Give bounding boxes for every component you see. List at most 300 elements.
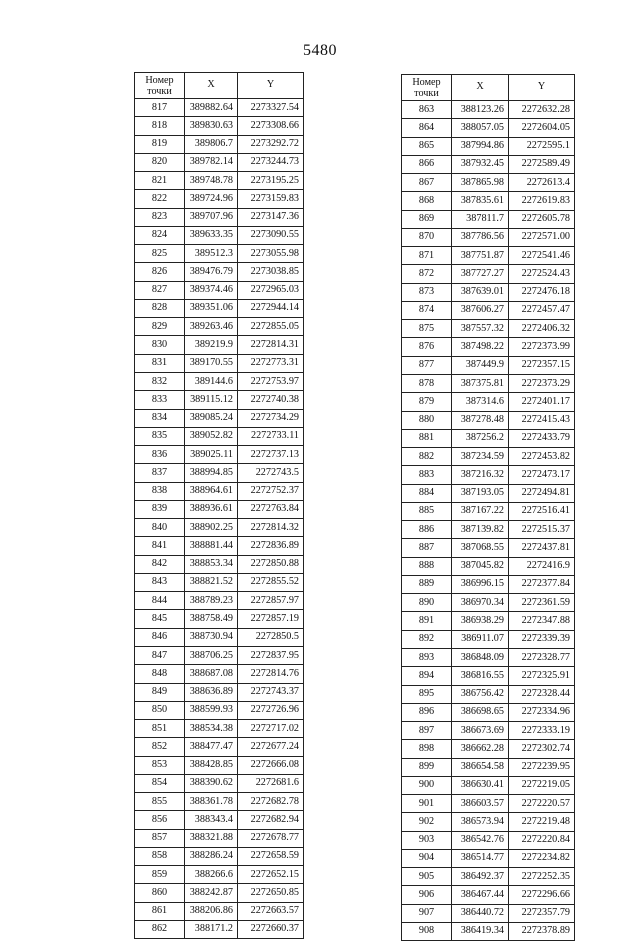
x-coordinate-cell: 389633.35 [185, 226, 238, 244]
point-number-cell: 838 [135, 482, 185, 500]
x-coordinate-cell: 389351.06 [185, 299, 238, 317]
y-coordinate-cell: 2272339.39 [509, 630, 575, 648]
y-coordinate-cell: 2272415.43 [509, 411, 575, 429]
x-coordinate-cell: 386630.41 [452, 776, 509, 794]
x-coordinate-cell: 389085.24 [185, 409, 238, 427]
x-coordinate-cell: 389170.55 [185, 354, 238, 372]
point-number-cell: 820 [135, 153, 185, 171]
y-coordinate-cell: 2273327.54 [238, 99, 304, 117]
point-number-cell: 904 [402, 849, 452, 867]
point-number-cell: 848 [135, 665, 185, 683]
table-row [402, 557, 575, 575]
table-row [135, 573, 304, 591]
y-coordinate-cell: 2272334.96 [509, 703, 575, 721]
point-number-cell: 871 [402, 247, 452, 265]
y-coordinate-cell: 2272302.74 [509, 740, 575, 758]
point-number-cell: 873 [402, 283, 452, 301]
table-row [135, 153, 304, 171]
y-coordinate-cell: 2272753.97 [238, 372, 304, 390]
point-number-cell: 875 [402, 320, 452, 338]
table-row [402, 594, 575, 612]
y-coordinate-cell: 2272717.02 [238, 720, 304, 738]
y-coordinate-cell: 2272473.17 [509, 466, 575, 484]
point-number-cell: 894 [402, 667, 452, 685]
point-number-cell: 837 [135, 464, 185, 482]
header-y: Y [509, 75, 575, 101]
x-coordinate-cell: 388853.34 [185, 555, 238, 573]
point-number-cell: 893 [402, 648, 452, 666]
point-number-cell: 858 [135, 847, 185, 865]
y-coordinate-cell: 2272220.57 [509, 795, 575, 813]
y-coordinate-cell: 2272677.24 [238, 738, 304, 756]
y-coordinate-cell: 2272361.59 [509, 594, 575, 612]
y-coordinate-cell: 2272763.84 [238, 500, 304, 518]
table-row [402, 831, 575, 849]
point-number-cell: 833 [135, 391, 185, 409]
table-row [135, 756, 304, 774]
y-coordinate-cell: 2272682.94 [238, 811, 304, 829]
y-coordinate-cell: 2272737.13 [238, 446, 304, 464]
point-number-cell: 846 [135, 628, 185, 646]
x-coordinate-cell: 387786.56 [452, 228, 509, 246]
header-point-number [135, 73, 185, 99]
table-row [402, 776, 575, 794]
table-row [402, 101, 575, 119]
point-number-cell: 850 [135, 701, 185, 719]
y-coordinate-cell: 2273308.66 [238, 117, 304, 135]
table-row [402, 722, 575, 740]
point-number-cell: 843 [135, 573, 185, 591]
y-coordinate-cell: 2272855.05 [238, 318, 304, 336]
y-coordinate-cell: 2272234.82 [509, 849, 575, 867]
table-row [135, 391, 304, 409]
point-number-cell: 842 [135, 555, 185, 573]
table-row [402, 283, 575, 301]
table-row [135, 99, 304, 117]
point-number-cell: 867 [402, 174, 452, 192]
point-number-cell: 881 [402, 429, 452, 447]
y-coordinate-cell: 2272652.15 [238, 866, 304, 884]
point-number-cell: 869 [402, 210, 452, 228]
table-row [402, 448, 575, 466]
y-coordinate-cell: 2272373.99 [509, 338, 575, 356]
point-number-cell: 864 [402, 119, 452, 137]
y-coordinate-cell: 2272589.49 [509, 155, 575, 173]
table-row [402, 466, 575, 484]
y-coordinate-cell: 2272476.18 [509, 283, 575, 301]
table-row [135, 829, 304, 847]
table-row [135, 665, 304, 683]
y-coordinate-cell: 2272328.44 [509, 685, 575, 703]
x-coordinate-cell: 388994.85 [185, 464, 238, 482]
x-coordinate-cell: 387256.2 [452, 429, 509, 447]
x-coordinate-cell: 386419.34 [452, 922, 509, 940]
point-number-cell: 839 [135, 500, 185, 518]
y-coordinate-cell: 2272357.15 [509, 356, 575, 374]
table-row [402, 612, 575, 630]
point-number-cell: 827 [135, 281, 185, 299]
table-row [135, 920, 304, 938]
table-header-row [402, 75, 575, 101]
y-coordinate-cell: 2272658.59 [238, 847, 304, 865]
point-number-cell: 889 [402, 575, 452, 593]
y-coordinate-cell: 2272220.84 [509, 831, 575, 849]
y-coordinate-cell: 2273147.36 [238, 208, 304, 226]
point-number-cell: 877 [402, 356, 452, 374]
point-number-cell: 828 [135, 299, 185, 317]
y-coordinate-cell: 2272733.11 [238, 427, 304, 445]
y-coordinate-cell: 2272857.19 [238, 610, 304, 628]
point-number-cell: 892 [402, 630, 452, 648]
x-coordinate-cell: 388758.49 [185, 610, 238, 628]
y-coordinate-cell: 2272378.89 [509, 922, 575, 940]
point-number-cell: 856 [135, 811, 185, 829]
x-coordinate-cell: 387606.27 [452, 301, 509, 319]
table-body-left [135, 99, 304, 939]
y-coordinate-cell: 2272219.48 [509, 813, 575, 831]
x-coordinate-cell: 387167.22 [452, 502, 509, 520]
x-coordinate-cell: 387835.61 [452, 192, 509, 210]
x-coordinate-cell: 389748.78 [185, 172, 238, 190]
table-row [135, 318, 304, 336]
x-coordinate-cell: 388881.44 [185, 537, 238, 555]
point-number-cell: 832 [135, 372, 185, 390]
point-number-cell: 853 [135, 756, 185, 774]
point-number-cell: 831 [135, 354, 185, 372]
x-coordinate-cell: 389830.63 [185, 117, 238, 135]
x-coordinate-cell: 387139.82 [452, 521, 509, 539]
point-number-cell: 855 [135, 793, 185, 811]
point-number-cell: 868 [402, 192, 452, 210]
point-number-cell: 863 [402, 101, 452, 119]
x-coordinate-cell: 387216.32 [452, 466, 509, 484]
x-coordinate-cell: 387314.6 [452, 393, 509, 411]
x-coordinate-cell: 389219.9 [185, 336, 238, 354]
table-row [135, 409, 304, 427]
table-row [402, 703, 575, 721]
x-coordinate-cell: 388477.47 [185, 738, 238, 756]
header-x: X [452, 75, 509, 101]
point-number-cell: 829 [135, 318, 185, 336]
y-coordinate-cell: 2272660.37 [238, 920, 304, 938]
x-coordinate-cell: 387811.7 [452, 210, 509, 228]
y-coordinate-cell: 2273038.85 [238, 263, 304, 281]
table-row [402, 630, 575, 648]
table-row [135, 117, 304, 135]
x-coordinate-cell: 389882.64 [185, 99, 238, 117]
table-row [402, 301, 575, 319]
table-row [402, 155, 575, 173]
table-row [402, 813, 575, 831]
x-coordinate-cell: 388123.26 [452, 101, 509, 119]
point-number-cell: 834 [135, 409, 185, 427]
y-coordinate-cell: 2272681.6 [238, 774, 304, 792]
table-row [402, 338, 575, 356]
y-coordinate-cell: 2272457.47 [509, 301, 575, 319]
table-row [402, 685, 575, 703]
x-coordinate-cell: 387278.48 [452, 411, 509, 429]
point-number-cell: 866 [402, 155, 452, 173]
x-coordinate-cell: 386911.07 [452, 630, 509, 648]
x-coordinate-cell: 387449.9 [452, 356, 509, 374]
coordinates-table-left [134, 72, 304, 939]
point-number-cell: 825 [135, 245, 185, 263]
y-coordinate-cell: 2273090.55 [238, 226, 304, 244]
table-body-right [402, 101, 575, 941]
point-number-cell: 861 [135, 902, 185, 920]
y-coordinate-cell: 2272632.28 [509, 101, 575, 119]
y-coordinate-cell: 2272347.88 [509, 612, 575, 630]
table-row [135, 464, 304, 482]
table-row [402, 137, 575, 155]
y-coordinate-cell: 2273055.98 [238, 245, 304, 263]
table-row [135, 299, 304, 317]
point-number-cell: 886 [402, 521, 452, 539]
x-coordinate-cell: 388964.61 [185, 482, 238, 500]
x-coordinate-cell: 388687.08 [185, 665, 238, 683]
point-number-cell: 845 [135, 610, 185, 628]
y-coordinate-cell: 2272437.81 [509, 539, 575, 557]
x-coordinate-cell: 388428.85 [185, 756, 238, 774]
x-coordinate-cell: 388706.25 [185, 646, 238, 664]
table-row [402, 922, 575, 940]
y-coordinate-cell: 2272773.31 [238, 354, 304, 372]
point-number-cell: 898 [402, 740, 452, 758]
x-coordinate-cell: 388636.89 [185, 683, 238, 701]
table-row [135, 500, 304, 518]
x-coordinate-cell: 388534.38 [185, 720, 238, 738]
y-coordinate-cell: 2272743.5 [238, 464, 304, 482]
y-coordinate-cell: 2272252.35 [509, 868, 575, 886]
point-number-cell: 882 [402, 448, 452, 466]
point-number-cell: 870 [402, 228, 452, 246]
point-number-cell: 860 [135, 884, 185, 902]
x-coordinate-cell: 386542.76 [452, 831, 509, 849]
x-coordinate-cell: 389707.96 [185, 208, 238, 226]
point-number-cell: 901 [402, 795, 452, 813]
point-number-cell: 884 [402, 484, 452, 502]
x-coordinate-cell: 388789.23 [185, 592, 238, 610]
point-number-cell: 903 [402, 831, 452, 849]
x-coordinate-cell: 387557.32 [452, 320, 509, 338]
x-coordinate-cell: 387234.59 [452, 448, 509, 466]
table-row [135, 336, 304, 354]
x-coordinate-cell: 388902.25 [185, 519, 238, 537]
y-coordinate-cell: 2272296.66 [509, 886, 575, 904]
y-coordinate-cell: 2272524.43 [509, 265, 575, 283]
table-row [402, 265, 575, 283]
x-coordinate-cell: 389806.7 [185, 135, 238, 153]
y-coordinate-cell: 2272406.32 [509, 320, 575, 338]
point-number-cell: 907 [402, 904, 452, 922]
x-coordinate-cell: 386603.57 [452, 795, 509, 813]
point-number-cell: 844 [135, 592, 185, 610]
table-row [135, 245, 304, 263]
x-coordinate-cell: 388361.78 [185, 793, 238, 811]
table-row [135, 811, 304, 829]
table-row [402, 758, 575, 776]
y-coordinate-cell: 2272814.32 [238, 519, 304, 537]
x-coordinate-cell: 389025.11 [185, 446, 238, 464]
x-coordinate-cell: 387375.81 [452, 374, 509, 392]
point-number-cell: 876 [402, 338, 452, 356]
point-number-cell: 824 [135, 226, 185, 244]
y-coordinate-cell: 2272219.05 [509, 776, 575, 794]
y-coordinate-cell: 2272605.78 [509, 210, 575, 228]
table-row [402, 795, 575, 813]
table-row [135, 610, 304, 628]
table-row [402, 575, 575, 593]
y-coordinate-cell: 2272515.37 [509, 521, 575, 539]
y-coordinate-cell: 2272837.95 [238, 646, 304, 664]
x-coordinate-cell: 388286.24 [185, 847, 238, 865]
y-coordinate-cell: 2272678.77 [238, 829, 304, 847]
x-coordinate-cell: 386492.37 [452, 868, 509, 886]
x-coordinate-cell: 386514.77 [452, 849, 509, 867]
y-coordinate-cell: 2272740.38 [238, 391, 304, 409]
table-row [135, 628, 304, 646]
x-coordinate-cell: 387068.55 [452, 539, 509, 557]
y-coordinate-cell: 2272613.4 [509, 174, 575, 192]
y-coordinate-cell: 2272965.03 [238, 281, 304, 299]
x-coordinate-cell: 386756.42 [452, 685, 509, 703]
x-coordinate-cell: 388343.4 [185, 811, 238, 829]
table-row [135, 281, 304, 299]
point-number-cell: 891 [402, 612, 452, 630]
x-coordinate-cell: 386698.65 [452, 703, 509, 721]
y-coordinate-cell: 2272325.91 [509, 667, 575, 685]
point-number-cell: 817 [135, 99, 185, 117]
x-coordinate-cell: 386573.94 [452, 813, 509, 831]
point-number-cell: 862 [135, 920, 185, 938]
point-number-cell: 872 [402, 265, 452, 283]
y-coordinate-cell: 2272357.79 [509, 904, 575, 922]
table-row [402, 740, 575, 758]
x-coordinate-cell: 387193.05 [452, 484, 509, 502]
table-row [402, 228, 575, 246]
y-coordinate-cell: 2272373.29 [509, 374, 575, 392]
point-number-cell: 835 [135, 427, 185, 445]
x-coordinate-cell: 387498.22 [452, 338, 509, 356]
point-number-cell: 905 [402, 868, 452, 886]
x-coordinate-cell: 388390.62 [185, 774, 238, 792]
x-coordinate-cell: 388599.93 [185, 701, 238, 719]
x-coordinate-cell: 386467.44 [452, 886, 509, 904]
header-x: X [185, 73, 238, 99]
y-coordinate-cell: 2272516.41 [509, 502, 575, 520]
point-number-cell: 908 [402, 922, 452, 940]
y-coordinate-cell: 2272726.96 [238, 701, 304, 719]
table-row [135, 720, 304, 738]
table-row [135, 263, 304, 281]
point-number-cell: 885 [402, 502, 452, 520]
point-number-cell: 830 [135, 336, 185, 354]
table-row [135, 884, 304, 902]
y-coordinate-cell: 2272328.77 [509, 648, 575, 666]
x-coordinate-cell: 389512.3 [185, 245, 238, 263]
x-coordinate-cell: 387639.01 [452, 283, 509, 301]
y-coordinate-cell: 2272743.37 [238, 683, 304, 701]
y-coordinate-cell: 2272595.1 [509, 137, 575, 155]
table-row [135, 519, 304, 537]
point-number-cell: 895 [402, 685, 452, 703]
table-row [402, 521, 575, 539]
coordinates-table-right [401, 74, 575, 941]
header-point-number-line2: точки [147, 85, 172, 97]
point-number-cell: 897 [402, 722, 452, 740]
y-coordinate-cell: 2272650.85 [238, 884, 304, 902]
y-coordinate-cell: 2272494.81 [509, 484, 575, 502]
x-coordinate-cell: 387865.98 [452, 174, 509, 192]
y-coordinate-cell: 2273195.25 [238, 172, 304, 190]
table-row [402, 849, 575, 867]
point-number-cell: 847 [135, 646, 185, 664]
table-row [402, 868, 575, 886]
table-row [135, 427, 304, 445]
x-coordinate-cell: 388321.88 [185, 829, 238, 847]
point-number-cell: 902 [402, 813, 452, 831]
x-coordinate-cell: 389263.46 [185, 318, 238, 336]
y-coordinate-cell: 2272571.00 [509, 228, 575, 246]
y-coordinate-cell: 2272944.14 [238, 299, 304, 317]
y-coordinate-cell: 2272836.89 [238, 537, 304, 555]
y-coordinate-cell: 2272814.76 [238, 665, 304, 683]
table-row [135, 372, 304, 390]
table-row [135, 683, 304, 701]
table-row [402, 210, 575, 228]
header-point-number [402, 75, 452, 101]
table-row [402, 320, 575, 338]
x-coordinate-cell: 387751.87 [452, 247, 509, 265]
point-number-cell: 874 [402, 301, 452, 319]
x-coordinate-cell: 386654.58 [452, 758, 509, 776]
x-coordinate-cell: 388206.86 [185, 902, 238, 920]
y-coordinate-cell: 2272752.37 [238, 482, 304, 500]
table-row [135, 190, 304, 208]
table-row [135, 208, 304, 226]
table-row [135, 354, 304, 372]
point-number-cell: 887 [402, 539, 452, 557]
point-number-cell: 822 [135, 190, 185, 208]
header-point-number-line2: точки [414, 87, 439, 99]
y-coordinate-cell: 2272850.88 [238, 555, 304, 573]
table-row [402, 648, 575, 666]
x-coordinate-cell: 389724.96 [185, 190, 238, 208]
x-coordinate-cell: 388936.61 [185, 500, 238, 518]
x-coordinate-cell: 388057.05 [452, 119, 509, 137]
point-number-cell: 865 [402, 137, 452, 155]
x-coordinate-cell: 388266.6 [185, 866, 238, 884]
table-row [135, 482, 304, 500]
point-number-cell: 906 [402, 886, 452, 904]
point-number-cell: 883 [402, 466, 452, 484]
y-coordinate-cell: 2272857.97 [238, 592, 304, 610]
x-coordinate-cell: 386848.09 [452, 648, 509, 666]
y-coordinate-cell: 2272850.5 [238, 628, 304, 646]
x-coordinate-cell: 388171.2 [185, 920, 238, 938]
y-coordinate-cell: 2273292.72 [238, 135, 304, 153]
point-number-cell: 878 [402, 374, 452, 392]
x-coordinate-cell: 386996.15 [452, 575, 509, 593]
y-coordinate-cell: 2273244.73 [238, 153, 304, 171]
point-number-cell: 879 [402, 393, 452, 411]
y-coordinate-cell: 2272666.08 [238, 756, 304, 774]
point-number-cell: 849 [135, 683, 185, 701]
y-coordinate-cell: 2272663.57 [238, 902, 304, 920]
point-number-cell: 841 [135, 537, 185, 555]
x-coordinate-cell: 386673.69 [452, 722, 509, 740]
table-row [402, 429, 575, 447]
